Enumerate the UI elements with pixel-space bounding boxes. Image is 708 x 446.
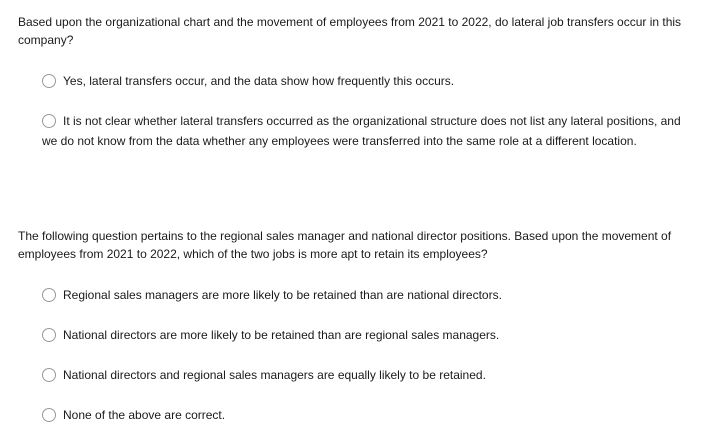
option-label: National directors and regional sales managers are equally likely to be retained. bbox=[63, 368, 486, 382]
question-1-option-1[interactable] bbox=[42, 74, 682, 91]
question-2-option-4[interactable] bbox=[42, 408, 682, 425]
radio-button-icon[interactable] bbox=[42, 328, 56, 342]
radio-button-icon[interactable] bbox=[42, 114, 56, 128]
option-label: Regional sales managers are more likely to be retained than are national directors. bbox=[63, 288, 502, 302]
radio-button-icon[interactable] bbox=[42, 368, 56, 382]
option-label: It is not clear whether lateral transfers occurred as the organizational structure does not list any lateral positions, and we do not know from the data whether any employees were transferred into the same role at a different location. bbox=[42, 114, 681, 148]
option-label: National directors are more likely to be retained than are regional sales managers. bbox=[63, 328, 500, 342]
question-1-option-2[interactable] bbox=[42, 114, 682, 151]
question-2-prompt: The following question pertains to the regional sales manager and national director positions. Based upon the movement of employees from 2021 to 2022, which of the two jobs is more apt to retain its employees? bbox=[18, 229, 672, 261]
option-label: None of the above are correct. bbox=[63, 408, 226, 422]
question-2-option-2[interactable] bbox=[42, 328, 682, 345]
option-label: Yes, lateral transfers occur, and the data show how frequently this occurs. bbox=[63, 74, 455, 88]
radio-button-icon[interactable] bbox=[42, 288, 56, 302]
radio-button-icon[interactable] bbox=[42, 408, 56, 422]
question-2-option-1[interactable] bbox=[42, 288, 682, 305]
radio-button-icon[interactable] bbox=[42, 74, 56, 88]
question-1-prompt: Based upon the organizational chart and the movement of employees from 2021 to 2022, do lateral job transfers occur in this company? bbox=[18, 15, 682, 47]
question-2-option-3[interactable] bbox=[42, 368, 682, 385]
